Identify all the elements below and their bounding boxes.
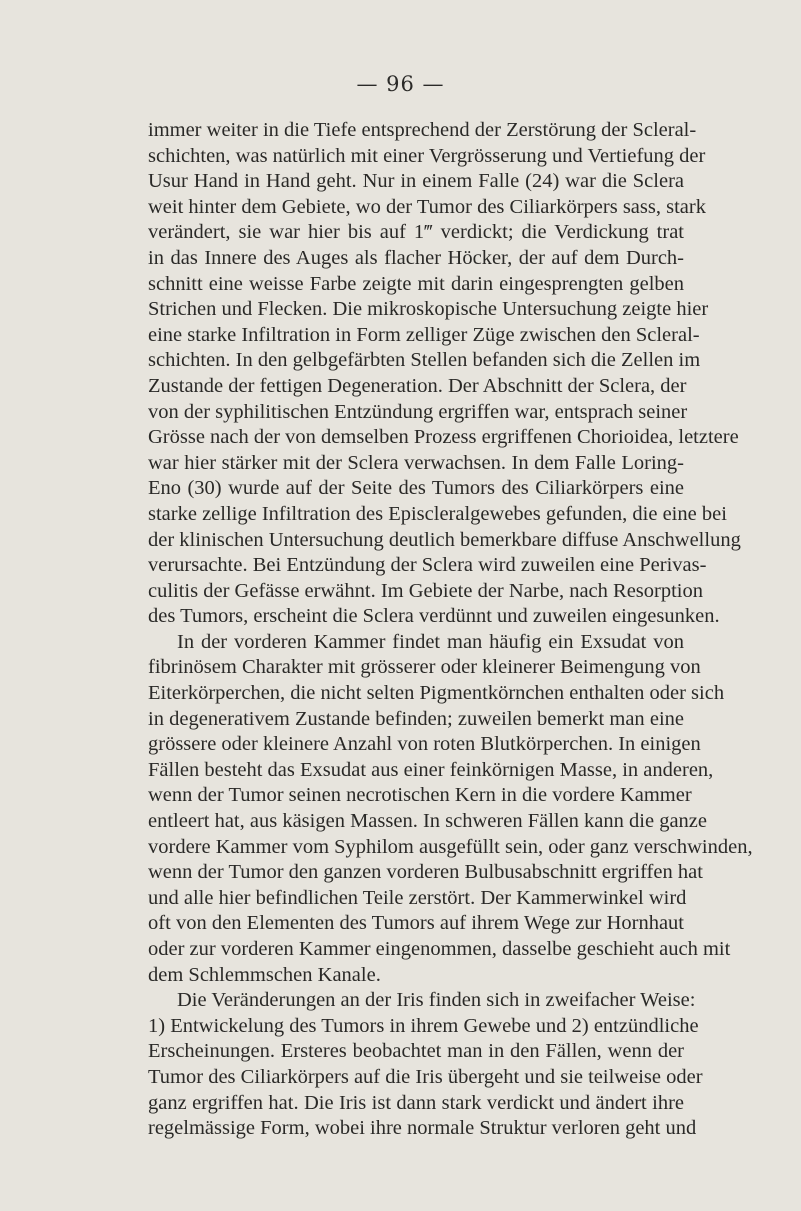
text-line: ganz ergriffen hat. Die Iris ist dann stark verdickt und ändert ihre bbox=[148, 1091, 684, 1114]
text-line: oder zur vorderen Kammer eingenommen, dasselbe geschieht auch mit bbox=[148, 938, 731, 960]
text-line: Usur Hand in Hand geht. Nur in einem Falle (24) war die Sclera bbox=[148, 170, 684, 193]
text-line: entleert hat, aus käsigen Massen. In schweren Fällen kann die ganze bbox=[148, 810, 707, 833]
text-line: wenn der Tumor seinen necrotischen Kern in die vordere Kammer bbox=[148, 784, 692, 807]
text-line: Strichen und Flecken. Die mikroskopische Untersuchung zeigte hier bbox=[148, 298, 709, 321]
text-line: In der vorderen Kammer findet man häufig ein Exsudat von bbox=[177, 630, 684, 653]
page-number: — 96 — bbox=[356, 72, 445, 96]
text-line: Eno (30) wurde auf der Seite des Tumors des Ciliarkörpers eine bbox=[148, 477, 684, 500]
text-line: schichten. In den gelbgefärbten Stellen befanden sich die Zellen im bbox=[148, 349, 701, 372]
text-line: in degenerativem Zustande befinden; zuweilen bemerkt man eine bbox=[148, 707, 684, 730]
text-line: verändert, sie war hier bis auf 1‴ verdickt; die Verdickung trat bbox=[148, 221, 684, 244]
text-line: der klinischen Untersuchung deutlich bemerkbare diffuse Anschwellung bbox=[148, 528, 741, 551]
text-line: fibrinösem Charakter mit grösserer oder kleinerer Beimengung von bbox=[148, 656, 701, 679]
text-line: vordere Kammer vom Syphilom ausgefüllt sein, oder ganz verschwinden, bbox=[148, 835, 753, 858]
text-line: Die Veränderungen an der Iris finden sich in zweifacher Weise: bbox=[177, 989, 696, 1012]
text-line: Grösse nach der von demselben Prozess ergriffenen Chorioidea, letztere bbox=[148, 426, 739, 449]
text-line: immer weiter in die Tiefe entsprechend der Zerstörung der Scleral- bbox=[148, 119, 697, 141]
text-line: schnitt eine weisse Farbe zeigte mit darin eingesprengten gelben bbox=[148, 272, 684, 295]
text-line: culitis der Gefässe erwähnt. Im Gebiete der Narbe, nach Resorption bbox=[148, 579, 704, 602]
text-line: Zustande der fettigen Degeneration. Der Abschnitt der Sclera, der bbox=[148, 374, 687, 397]
text-line: Erscheinungen. Ersteres beobachtet man in den Fällen, wenn der bbox=[148, 1040, 684, 1063]
text-line: oft von den Elementen des Tumors auf ihrem Wege zur Hornhaut bbox=[148, 912, 684, 935]
text-line: weit hinter dem Gebiete, wo der Tumor des Ciliarkörpers sass, stark bbox=[148, 195, 706, 218]
text-line: regelmässige Form, wobei ihre normale Struktur verloren geht und bbox=[148, 1117, 697, 1140]
text-line: starke zellige Infiltration des Episcleralgewebes gefunden, die eine bei bbox=[148, 502, 727, 525]
text-line: schichten, was natürlich mit einer Vergrösserung und Vertiefung der bbox=[148, 144, 706, 167]
text-line: Fällen besteht das Exsudat aus einer feinkörnigen Masse, in anderen, bbox=[148, 758, 714, 781]
text-line: von der syphilitischen Entzündung ergriffen war, entsprach seiner bbox=[148, 400, 688, 423]
text-line: 1) Entwickelung des Tumors in ihrem Gewebe und 2) entzündliche bbox=[148, 1014, 699, 1037]
text-line: in das Innere des Auges als flacher Höcker, der auf dem Durch- bbox=[148, 246, 684, 269]
text-line: eine starke Infiltration in Form zelliger Züge zwischen den Scleral- bbox=[148, 323, 700, 346]
text-line: des Tumors, erscheint die Sclera verdünnt und zuweilen eingesunken. bbox=[148, 605, 720, 628]
text-line: Tumor des Ciliarkörpers auf die Iris übergeht und sie teilweise oder bbox=[148, 1065, 703, 1088]
text-line: wenn der Tumor den ganzen vorderen Bulbusabschnitt ergriffen hat bbox=[148, 861, 703, 884]
text-line: und alle hier befindlichen Teile zerstört. Der Kammerwinkel wird bbox=[148, 886, 687, 909]
text-line: Eiterkörperchen, die nicht selten Pigmentkörnchen enthalten oder sich bbox=[148, 682, 725, 705]
text-line: war hier stärker mit der Sclera verwachsen. In dem Falle Loring- bbox=[148, 451, 684, 474]
body-text bbox=[148, 118, 753, 1142]
text-line: dem Schlemmschen Kanale. bbox=[148, 963, 381, 986]
text-line: verursachte. Bei Entzündung der Sclera wird zuweilen eine Perivas- bbox=[148, 554, 707, 577]
text-line: grössere oder kleinere Anzahl von roten Blutkörperchen. In einigen bbox=[148, 733, 701, 756]
